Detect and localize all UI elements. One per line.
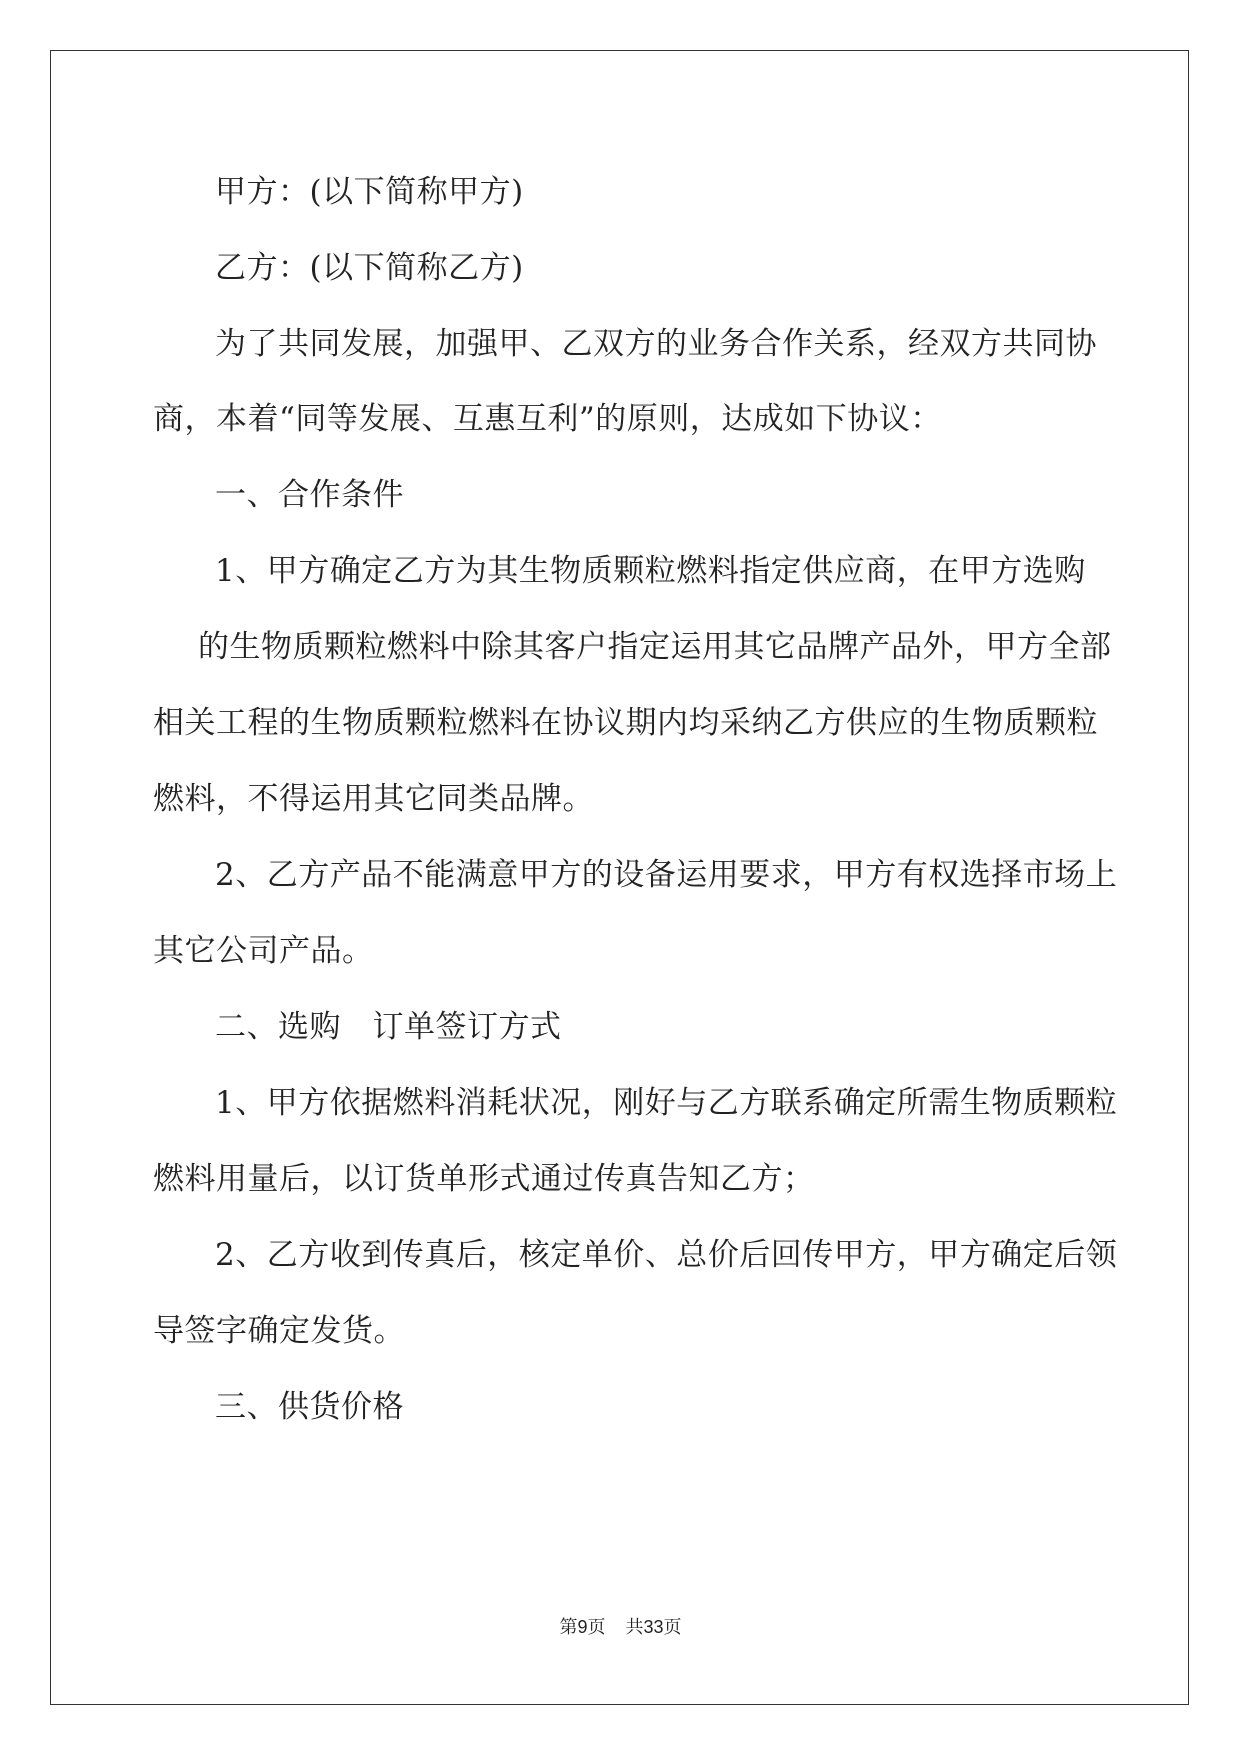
- footer-total-suffix: 页: [663, 1617, 682, 1637]
- page-footer: [0, 1613, 1241, 1639]
- intro-line-2: 商，本着“同等发展、互惠互利”的原则，达成如下协议：: [153, 401, 942, 437]
- section-heading-1: 一、合作条件: [215, 477, 404, 513]
- section-heading-2: 二、选购 订单签订方式: [215, 1009, 562, 1045]
- clause-1-2-line-1: 2、乙方产品不能满意甲方的设备运用要求，甲方有权选择市场上: [215, 857, 1118, 893]
- footer-page-prefix: 第: [559, 1617, 578, 1637]
- footer-total-prefix: 共: [625, 1617, 644, 1637]
- party-b-line: 乙方：(以下简称乙方): [215, 250, 524, 286]
- clause-2-2-line-2: 导签字确定发货。: [153, 1313, 405, 1349]
- clause-1-2-line-2: 其它公司产品。: [153, 933, 374, 969]
- section-heading-3: 三、供货价格: [215, 1389, 404, 1425]
- clause-1-1-line-2: 的生物质颗粒燃料中除其客户指定运用其它品牌产品外，甲方全部: [198, 629, 1112, 665]
- clause-2-1-line-1: 1、甲方依据燃料消耗状况，刚好与乙方联系确定所需生物质颗粒: [215, 1085, 1118, 1121]
- clause-2-1-line-2: 燃料用量后，以订货单形式通过传真告知乙方；: [153, 1161, 815, 1197]
- footer-page-number: 9: [577, 1617, 588, 1637]
- party-a-line: 甲方：(以下简称甲方): [215, 174, 524, 210]
- clause-2-2-line-1: 2、乙方收到传真后，核定单价、总价后回传甲方，甲方确定后领: [215, 1237, 1118, 1273]
- clause-1-1-line-1: 1、甲方确定乙方为其生物质颗粒燃料指定供应商，在甲方选购: [215, 553, 1086, 589]
- footer-page-suffix: 页: [587, 1617, 606, 1637]
- clause-1-1-line-3: 相关工程的生物质颗粒燃料在协议期内均采纳乙方供应的生物质颗粒: [153, 705, 1098, 741]
- footer-total-pages: 33: [643, 1617, 664, 1637]
- intro-line-1: 为了共同发展，加强甲、乙双方的业务合作关系，经双方共同协: [215, 326, 1097, 362]
- clause-1-1-line-4: 燃料，不得运用其它同类品牌。: [153, 781, 594, 817]
